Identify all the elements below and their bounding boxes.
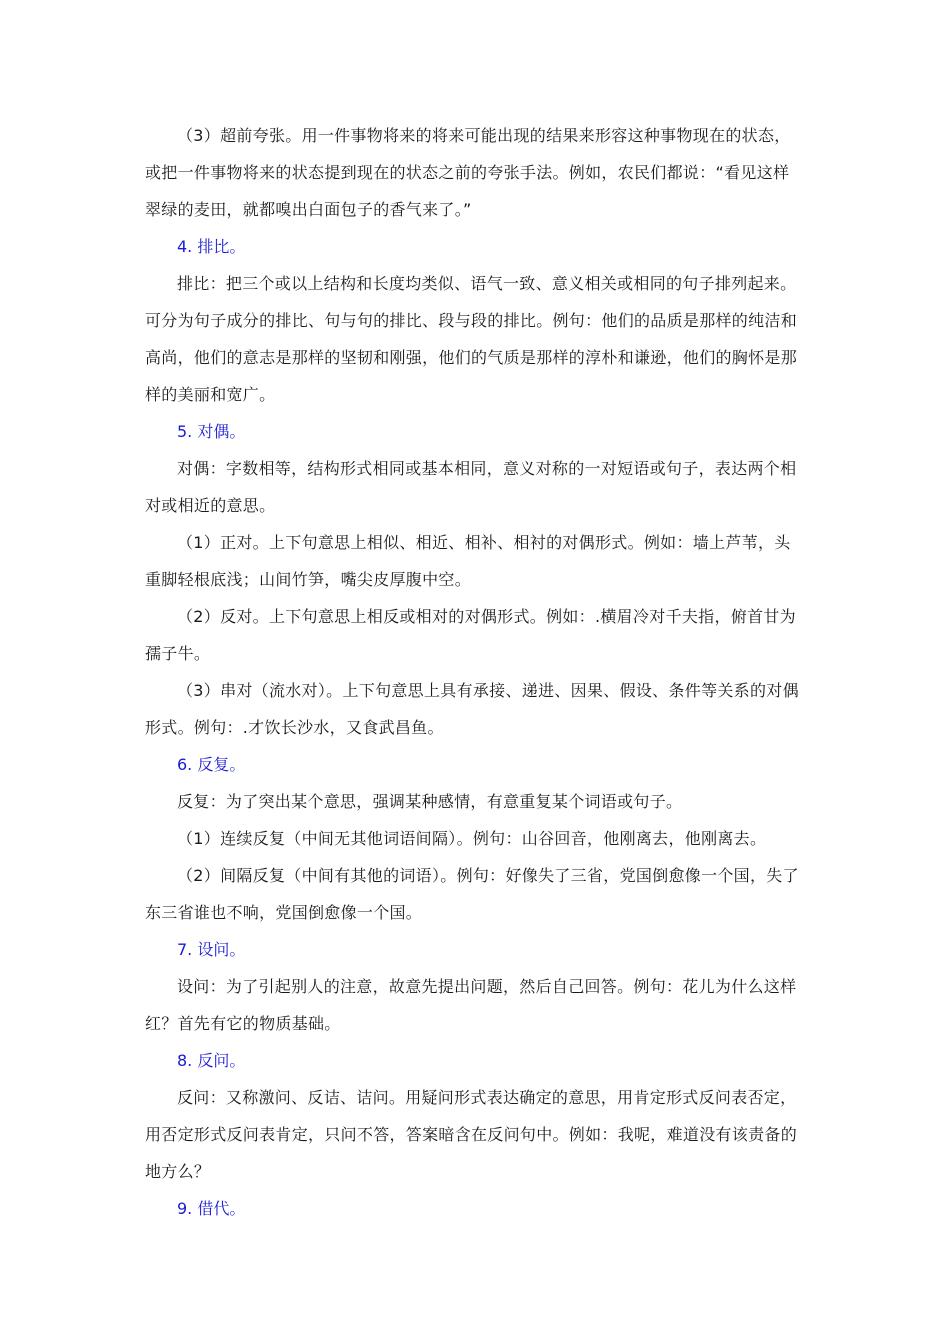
body-line: 可分为句子成分的排比、句与句的排比、段与段的排比。例句：他们的品质是那样的纯洁和 (145, 311, 798, 330)
section-heading-hypophora: 7. 设问。 (177, 940, 246, 959)
body-line: 地方么？ (145, 1162, 211, 1181)
body-line: 用否定形式反问表肯定，只问不答，答案暗含在反问句中。例如：我呢，难道没有该责备的 (145, 1125, 798, 1144)
body-line: 样的美丽和宽广。 (145, 385, 276, 404)
body-line: 排比：把三个或以上结构和长度均类似、语气一致、意义相关或相同的句子排列起来。 (177, 274, 797, 293)
body-line: （1）正对。上下句意思上相似、相近、相补、相衬的对偶形式。例如：墙上芦苇，头 (177, 533, 791, 552)
section-heading-metonymy: 9. 借代。 (177, 1199, 246, 1218)
body-line: （3）超前夸张。用一件事物将来的将来可能出现的结果来形容这种事物现在的状态， (177, 126, 791, 145)
body-line: （1）连续反复（中间无其他词语间隔）。例句：山谷回音，他刚离去，他刚离去。 (177, 829, 767, 848)
section-heading-parallelism: 4. 排比。 (177, 237, 246, 256)
body-line: 反复：为了突出某个意思，强调某种感情，有意重复某个词语或句子。 (177, 792, 683, 811)
body-line: 反问：又称激问、反诘、诘问。用疑问形式表达确定的意思，用肯定形式反问表否定， (177, 1088, 797, 1107)
body-line: （2）间隔反复（中间有其他的词语）。例句：好像失了三省，党国倒愈像一个国，失了 (177, 866, 799, 885)
body-line: 重脚轻根底浅；山间竹笋，嘴尖皮厚腹中空。 (145, 570, 472, 589)
document-page (145, 117, 815, 1227)
body-line: 红？首先有它的物质基础。 (145, 1014, 341, 1033)
body-line: 对或相近的意思。 (145, 496, 276, 515)
body-line: 翠绿的麦田，就都嗅出白面包子的香气来了。” (145, 200, 472, 219)
section-heading-rhetorical-question: 8. 反问。 (177, 1051, 246, 1070)
section-heading-antithesis: 5. 对偶。 (177, 422, 246, 441)
body-line: （2）反对。上下句意思上相反或相对的对偶形式。例如：.横眉冷对千夫指，俯首甘为 (177, 607, 796, 626)
body-line: 高尚，他们的意志是那样的坚韧和刚强，他们的气质是那样的淳朴和谦逊，他们的胸怀是那 (145, 348, 798, 367)
body-line: 或把一件事物将来的状态提到现在的状态之前的夸张手法。例如，农民们都说：“看见这样 (145, 163, 790, 182)
body-line: 东三省谁也不响，党国倒愈像一个国。 (145, 903, 423, 922)
section-heading-repetition: 6. 反复。 (177, 755, 246, 774)
body-line: 形式。例句：.才饮长沙水，又食武昌鱼。 (145, 718, 444, 737)
body-line: 设问：为了引起别人的注意，故意先提出问题，然后自己回答。例句：花儿为什么这样 (177, 977, 797, 996)
body-line: 对偶：字数相等，结构形式相同或基本相同，意义对称的一对短语或句子，表达两个相 (177, 459, 797, 478)
body-line: （3）串对（流水对）。上下句意思上具有承接、递进、因果、假设、条件等关系的对偶 (177, 681, 799, 700)
body-line: 孺子牛。 (145, 644, 211, 663)
